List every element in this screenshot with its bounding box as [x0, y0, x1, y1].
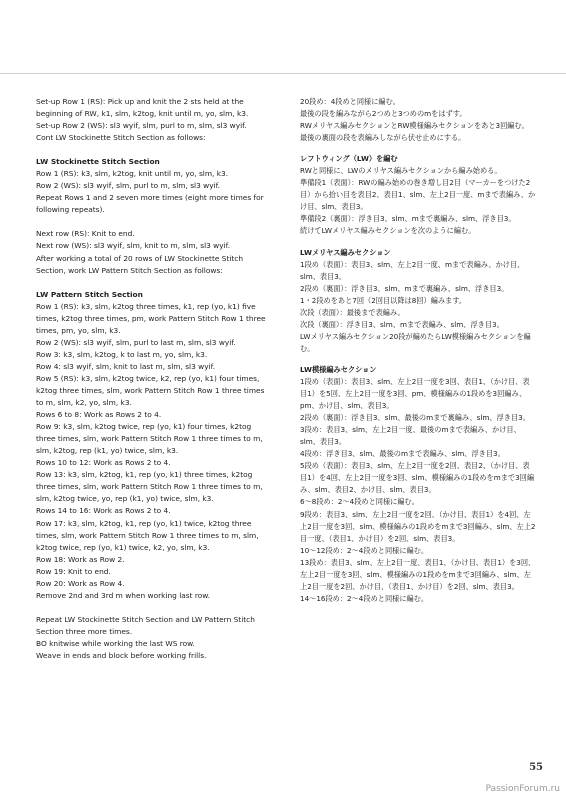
section-heading: レフトウィング（LW）を編む — [300, 154, 398, 164]
para: Rows 6 to 8: Work as Rows 2 to 4. — [36, 410, 162, 420]
para: 2段め（裏面）：浮き目3、slm、最後のmまで裏編み、slm、浮き目3。 — [300, 413, 530, 423]
para: Row 2 (WS): sl3 wyif, slm, purl to m, slm, sl3 wyif. — [36, 181, 221, 191]
para: Rows 10 to 12: Work as Rows 2 to 4. — [36, 458, 171, 468]
para: Row 20: Work as Row 4. — [36, 578, 125, 588]
para: Row 19: Knit to end. — [36, 566, 111, 576]
para: 5段め（表面）：表目3、slm、左上2目一度を2回、表目2、（かけ目、表目1）を4回、左上2目一度を3回、slm、模様編みの1段めをmまで3回編み、slm、表目2、かけ目、slm、表目3。 — [300, 461, 535, 495]
para: 2段め（裏面）：浮き目3、slm、mまで裏編み、slm、浮き目3。 — [300, 283, 509, 293]
para: Row 1 (RS): k3, slm, k2tog, knit until m, yo, slm, k3. — [36, 169, 229, 179]
para: Row 18: Work as Row 2. — [36, 554, 125, 564]
para: 20段め：4段めと同様に編む。 — [300, 97, 400, 106]
para: Repeat LW Stockinette Stitch Section and LW Pattern Stitch Section three more times. — [36, 614, 255, 636]
para: 10～12段め：2～4段めと同様に編む。 — [300, 545, 429, 555]
japanese-instructions-column — [300, 96, 536, 605]
para: 次段（表面）：最後まで表編み。 — [300, 307, 405, 317]
para: Next row (WS): sl3 wyif, slm, knit to m, slm, sl3 wyif. — [36, 241, 231, 251]
para: Row 9: k3, slm, k2tog twice, rep (yo, k1) four times, k2tog three times, slm, work Pattern Stitch Row 1 three times to m, slm, k2tog, rep (k1, yo) twice, slm, k3. — [36, 422, 263, 456]
para: 1段め（表面）：表目3、slm、左上2目一度、mまで表編み、かけ目、slm、表目3。 — [300, 259, 525, 281]
para: 4段め：浮き目3、slm、最後のmまで表編み、slm、浮き目3。 — [300, 449, 505, 459]
para: 続けてLWメリヤス編みセクションを次のように編む。 — [300, 226, 476, 236]
para: RWメリヤス編みセクションとRW模様編みセクションをあと3回編む。 — [300, 121, 529, 131]
para: Set-up Row 1 (RS): Pick up and knit the 2 sts held at the beginning of RW, k1, slm, k2tog, knit until m, yo, slm, k3. — [36, 97, 249, 119]
para: Next row (RS): Knit to end. — [36, 229, 135, 239]
para: 準備段1（表面）：RWの編み始めの巻き増し目2目（マーカーをつけた2目）から拾い目を表目2、表目1、slm、左上2目一度、mまで表編み、かけ目、slm、表目3。 — [300, 178, 536, 212]
para: RWと同様に、LWのメリヤス編みセクションから編み始める。 — [300, 166, 502, 176]
para: After working a total of 20 rows of LW Stockinette Stitch Section, work LW Pattern Stitch Section as follows: — [36, 253, 244, 275]
english-instructions-column — [36, 96, 268, 662]
para: Remove 2nd and 3rd m when working last row. — [36, 590, 210, 600]
para: 1段め（表面）：表目3、slm、左上2目一度を3回、表目1、（かけ目、表目1）を5回、左上2目一度を3回、pm、模様編みの1段めを3回編み、pm、かけ目、slm、表目3。 — [300, 376, 530, 411]
section-heading: LW模様編みセクション — [300, 364, 377, 374]
para: Cont LW Stockinette Stitch Section as follows: — [36, 133, 206, 143]
section-heading: LW Stockinette Stitch Section — [36, 157, 160, 167]
para: 準備段2（裏面）：浮き目3、slm、mまで裏編み、slm、浮き目3。 — [300, 214, 516, 224]
para: 次段（裏面）：浮き目3、slm、mまで表編み、slm、浮き目3。 — [300, 319, 504, 329]
section-heading: LW Pattern Stitch Section — [36, 289, 143, 299]
para: Row 3: k3, slm, k2tog, k to last m, yo, slm, k3. — [36, 349, 208, 359]
para: Row 2 (WS): sl3 wyif, slm, purl to last m, slm, sl3 wyif. — [36, 337, 236, 347]
para: 最後の段を編みながら2つめと3つめのmをはずす。 — [300, 109, 467, 119]
para: 13段め：表目3、slm、左上2目一度、表目1、（かけ目、表目1）を3回、左上2目一度を3回、slm、模様編みの1段めをmまで3回編み、slm、左上2目一度を2回、かけ目、（表目1、かけ目）を2回、slm、表目3。 — [300, 557, 536, 591]
para: Row 4: sl3 wyif, slm, knit to last m, slm, sl3 wyif. — [36, 361, 216, 371]
para: Row 1 (RS): k3, slm, k2tog three times, k1, rep (yo, k1) five times, k2tog three times, pm, work Pattern Stitch Row 1 three times, pm, yo, slm, k3. — [36, 301, 266, 335]
para: Row 17: k3, slm, k2tog, k1, rep (yo, k1) twice, k2tog three times, slm, work Pattern Stitch Row 1 three times to m, slm, k2tog twice, rep (yo, k1) twice, k2, yo, slm, k3. — [36, 518, 259, 552]
para: 9段め：表目3、slm、左上2目一度を2回、（かけ目、表目1）を4回、左上2目一度を3回、slm、模様編みの1段めをmまで3回編み、slm、左上2目一度、（表目1、かけ目）を2回、slm、表目3。 — [300, 509, 536, 543]
top-rule — [0, 73, 566, 74]
para: 14～16段め：2～4段めと同様に編む。 — [300, 593, 429, 603]
para: Rows 14 to 16: Work as Rows 2 to 4. — [36, 506, 171, 516]
para: Weave in ends and block before working frills. — [36, 650, 207, 660]
section-heading: LWメリヤス編みセクション — [300, 247, 391, 257]
para: BO knitwise while working the last WS row. — [36, 638, 195, 648]
para: 最後の裏面の段を表編みしながら伏せ止めにする。 — [300, 133, 466, 143]
para: 3段め：表目3、slm、左上2目一度、最後のmまで表編み、かけ目、slm、表目3。 — [300, 425, 521, 447]
para: LWメリヤス編みセクション20段が編めたらLW模様編みセクションを編む。 — [300, 331, 531, 353]
para: Set-up Row 2 (WS): sl3 wyif, slm, purl to m, slm, sl3 wyif. — [36, 121, 247, 131]
para: 1・2段めをあと7回（2回目以降は8回）編みます。 — [300, 295, 467, 305]
page-number: 55 — [529, 762, 543, 773]
para: Row 5 (RS): k3, slm, k2tog twice, k2, rep (yo, k1) four times, k2tog three times, slm, work Pattern Stitch Row 1 three times to m, slm, k2, yo, slm, k3. — [36, 373, 265, 408]
para: Row 13: k3, slm, k2tog, k1, rep (yo, k1) three times, k2tog three times, slm, work Pattern Stitch Row 1 three times to m, slm, k2tog twice, yo, rep (k1, yo) twice, slm, k3. — [36, 470, 263, 504]
para: Repeat Rows 1 and 2 seven more times (eight more times for following repeats). — [36, 193, 264, 215]
para: 6～8段め：2～4段めと同様に編む。 — [300, 497, 419, 507]
watermark: PassionForum.ru — [485, 784, 560, 794]
